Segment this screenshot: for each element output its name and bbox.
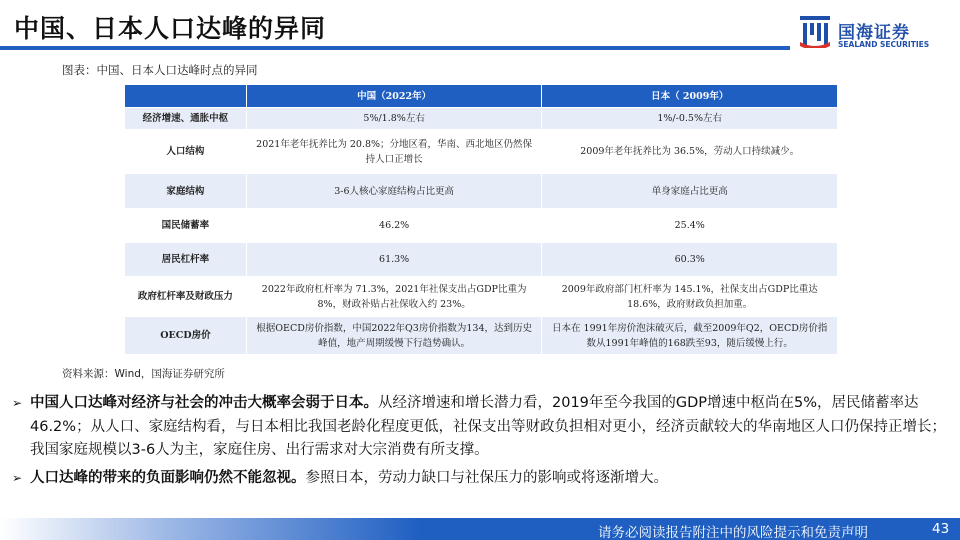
row-label: 经济增速、通胀中枢 xyxy=(125,108,247,130)
japan-cell: 2009年政府部门杠杆率为 145.1%，社保支出占GDP比重达18.6%，政府财政负担加重。 xyxy=(542,277,838,317)
column-header-japan: 日本（ 2009年） xyxy=(542,85,838,108)
table-row xyxy=(125,277,838,317)
bullet-point xyxy=(12,392,947,463)
logo-chinese-name: 国海证券 xyxy=(838,23,910,43)
china-cell: 2021年老年抚养比为 20.8%；分地区看，华南、西北地区仍然保持人口正增长 xyxy=(246,130,542,174)
row-label: 家庭结构 xyxy=(125,174,247,209)
arrow-bullet-icon: ➢ xyxy=(12,470,23,485)
china-cell: 根据OECD房价指数，中国2022年Q3房价指数为134，达到历史峰值，地产周期缓慢下行趋势确认。 xyxy=(246,317,542,355)
row-label: 政府杠杆率及财政压力 xyxy=(125,277,247,317)
row-label: 人口结构 xyxy=(125,130,247,174)
japan-cell: 60.3% xyxy=(542,243,838,277)
arrow-bullet-icon: ➢ xyxy=(12,396,23,410)
table-row xyxy=(125,209,838,243)
bullet-body: 参照日本，劳动力缺口与社保压力的影响或将逐渐增大。 xyxy=(305,469,668,486)
japan-cell: 单身家庭占比更高 xyxy=(542,174,838,209)
footer-bar xyxy=(0,518,960,540)
bullet-body: 从经济增速和增长潜力看，2019年至今我国的GDP增速中枢尚在5%，居民储蓄率达46.2%；从人口、家庭结构看，与日本相比我国老龄化程度更低，社保支出等财政负担相对更小，经济贡献较大的华南地区人口仍保持正增长；我国家庭规模以3-6人为主，家庭住房、出行需求对大宗消费有所支撑。 xyxy=(30,395,947,458)
japan-cell: 日本在 1991年房价泡沫破灭后，截至2009年Q2，OECD房价指数从1991年峰值的168跌至93，随后缓慢上行。 xyxy=(542,317,838,355)
sealand-logo-icon xyxy=(800,16,830,48)
comparison-table xyxy=(124,84,838,355)
table-row xyxy=(125,108,838,130)
china-cell: 5%/1.8%左右 xyxy=(246,108,542,130)
table-caption: 图表：中国、日本人口达峰时点的异同 xyxy=(62,63,258,77)
china-cell: 46.2% xyxy=(246,209,542,243)
table-row xyxy=(125,317,838,355)
japan-cell: 2009年老年抚养比为 36.5%，劳动人口持续减少。 xyxy=(542,130,838,174)
disclaimer-text: 请务必阅读报告附注中的风险提示和免责声明 xyxy=(598,525,868,540)
bullet-lead: 中国人口达峰对经济与社会的冲击大概率会弱于日本。 xyxy=(30,395,378,411)
row-label: 国民储蓄率 xyxy=(125,209,247,243)
china-cell: 2022年政府杠杆率为 71.3%，2021年社保支出占GDP比重为 8%，财政补贴占社保收入约 23%。 xyxy=(246,277,542,317)
japan-cell: 25.4% xyxy=(542,209,838,243)
table-header-row xyxy=(125,85,838,108)
row-label: OECD房价 xyxy=(125,317,247,355)
logo-english-name: SEALAND SECURITIES xyxy=(838,40,930,49)
title-underline xyxy=(0,46,790,50)
china-cell: 61.3% xyxy=(246,243,542,277)
table-row xyxy=(125,130,838,174)
key-points xyxy=(12,392,947,494)
page-title: 中国、日本人口达峰的异同 xyxy=(14,14,327,43)
footer-gradient xyxy=(0,518,420,540)
bullet-lead: 人口达峰的带来的负面影响仍然不能忽视。 xyxy=(30,469,306,486)
page-number: 43 xyxy=(932,521,950,537)
table-row xyxy=(125,243,838,277)
table-row xyxy=(125,174,838,209)
row-label: 居民杠杆率 xyxy=(125,243,247,277)
column-header-blank xyxy=(125,85,247,108)
company-logo xyxy=(800,16,950,56)
japan-cell: 1%/-0.5%左右 xyxy=(542,108,838,130)
china-cell: 3-6人核心家庭结构占比更高 xyxy=(246,174,542,209)
bullet-point xyxy=(12,467,947,491)
column-header-china: 中国（2022年） xyxy=(246,85,542,108)
data-source-note: 资料来源：Wind，国海证券研究所 xyxy=(62,368,225,380)
